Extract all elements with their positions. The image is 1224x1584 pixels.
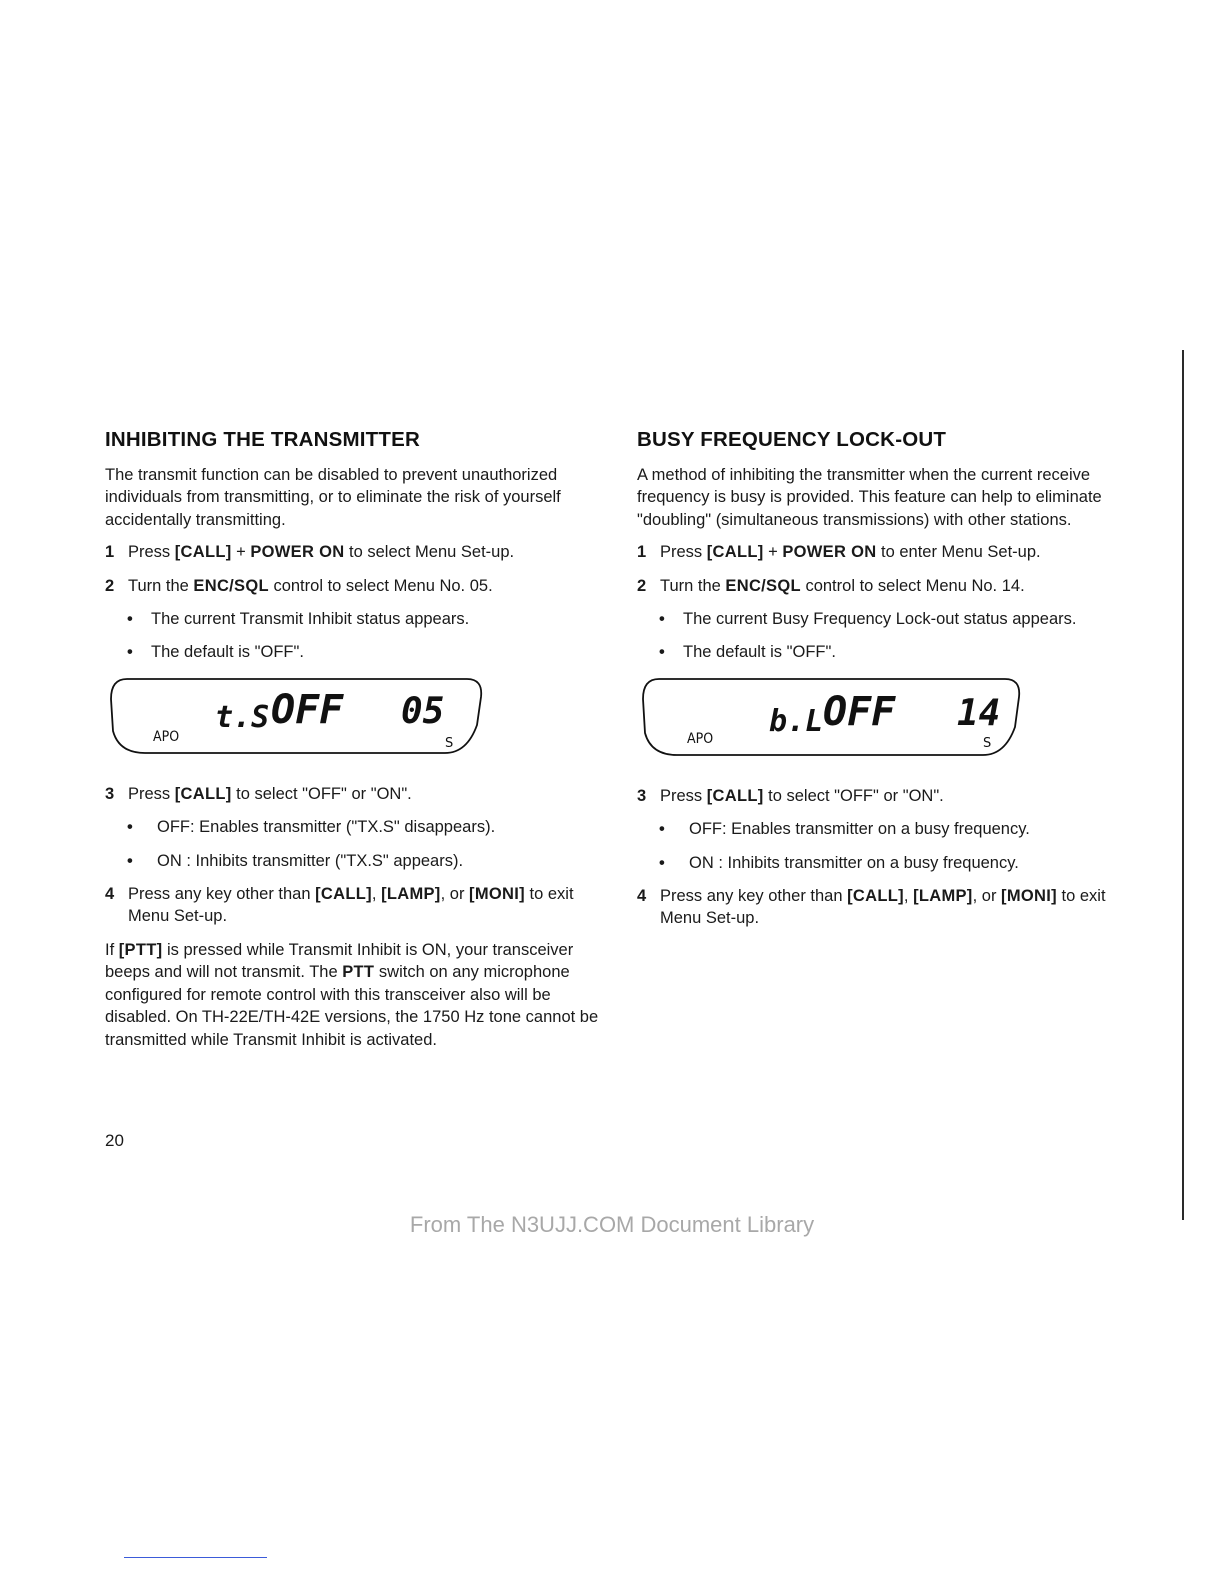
bullet-text: ON : Inhibits transmitter on a busy frequency.: [689, 853, 1019, 872]
lcd-prefix: b.L: [769, 703, 824, 739]
bullet-text: OFF: Enables transmitter on a busy frequency.: [689, 820, 1030, 839]
step-3: [637, 785, 1137, 807]
call-key: [CALL]: [706, 786, 764, 805]
moni-key: [MONI]: [469, 885, 525, 904]
step-text: Press [CALL] + POWER ON to enter Menu Set-up.: [660, 543, 1041, 562]
bullet-text: The current Transmit Inhibit status appears.: [151, 610, 470, 629]
bullet-icon: •: [127, 851, 133, 870]
lcd-menu-number: 14: [957, 692, 1001, 734]
intro-paragraph: The transmit function can be disabled to prevent unauthorized individuals from transmitting, or to eliminate the risk of yourself accidentally transmitting.: [105, 466, 561, 529]
bullet-icon: •: [659, 853, 665, 872]
power-on-key: POWER ON: [250, 543, 345, 562]
call-key: [CALL]: [174, 784, 232, 803]
step-number: 2: [637, 576, 647, 595]
call-key: [CALL]: [174, 543, 232, 562]
step-number: 3: [105, 784, 115, 803]
step-4: [105, 883, 600, 928]
lcd-menu-number: 05: [401, 690, 445, 732]
lcd-apo-indicator: APO: [687, 730, 714, 747]
step-text: Press [CALL] + POWER ON to select Menu Set-up.: [128, 543, 515, 562]
margin-rule: [1182, 350, 1184, 1220]
step-number: 4: [105, 885, 115, 904]
bullet-icon: •: [127, 643, 133, 662]
bullet-item: [637, 641, 1137, 663]
bullet-item: [105, 608, 600, 630]
section-heading: BUSY FREQUENCY LOCK-OUT: [637, 428, 947, 451]
step-text: Press [CALL] to select "OFF" or "ON".: [660, 786, 944, 805]
enc-sql-control: ENC/SQL: [725, 576, 801, 595]
page-number: 20: [105, 1131, 124, 1150]
bullet-icon: •: [659, 643, 665, 662]
bullet-text: The default is "OFF".: [683, 643, 836, 662]
bullet-text: The current Busy Frequency Lock-out status appears.: [683, 610, 1077, 629]
step-1: [637, 541, 1137, 563]
step-2: [637, 575, 1137, 597]
lamp-key: [LAMP]: [913, 887, 973, 906]
bullet-item: [637, 852, 1137, 874]
step-text: Turn the ENC/SQL control to select Menu No. 05.: [128, 576, 493, 595]
step-number: 1: [105, 543, 115, 562]
bullet-icon: •: [127, 818, 133, 837]
bullet-text: OFF: Enables transmitter ("TX.S" disappears).: [157, 818, 496, 837]
power-on-key: POWER ON: [782, 543, 877, 562]
call-key: [CALL]: [847, 887, 904, 906]
step-4: [637, 885, 1137, 930]
lcd-s-indicator: S: [983, 735, 992, 751]
bullet-item: [105, 816, 600, 838]
bullet-text: ON : Inhibits transmitter ("TX.S" appears).: [157, 851, 464, 870]
intro-paragraph: A method of inhibiting the transmitter when the current receive frequency is busy is provided. This feature can help to eliminate "doubling" (simultaneous transmissions) with other stations.: [637, 466, 1102, 529]
call-key: [CALL]: [315, 885, 372, 904]
section-heading: INHIBITING THE TRANSMITTER: [105, 428, 420, 451]
step-text: Press any key other than [CALL], [LAMP], or [MONI] to exit Menu Set-up.: [128, 885, 574, 926]
lcd-value: OFF: [271, 686, 344, 733]
step-1: [105, 541, 600, 563]
call-key: [CALL]: [706, 543, 764, 562]
step-2: [105, 575, 600, 597]
step-text: Press [CALL] to select "OFF" or "ON".: [128, 784, 412, 803]
footer-watermark: From The N3UJJ.COM Document Library: [409, 1212, 815, 1237]
lcd-apo-indicator: APO: [153, 728, 180, 745]
step-number: 2: [105, 576, 115, 595]
lcd-value: OFF: [823, 688, 896, 735]
ptt-switch: PTT: [342, 963, 375, 982]
lcd-display: [637, 675, 1137, 761]
lcd-display-graphic: [105, 675, 485, 759]
lamp-key: [LAMP]: [381, 885, 441, 904]
step-3: [105, 783, 600, 805]
bottom-blue-rule: [124, 1557, 267, 1558]
step-number: 4: [637, 887, 647, 906]
bullet-item: [105, 850, 600, 872]
ptt-note-paragraph: If [PTT] is pressed while Transmit Inhibit is ON, your transceiver beeps and will not transmit. The PTT switch on any microphone configured for remote control with this transceiver also will be disabled. On TH-22E/TH-42E versions, the 1750 Hz tone cannot be transmitted while Transmit Inhibit is activated.: [105, 940, 599, 1049]
section-inhibiting-transmitter: [105, 428, 600, 1051]
step-number: 3: [637, 786, 647, 805]
lcd-display: [105, 675, 600, 759]
lcd-prefix: t.S: [215, 699, 270, 735]
step-number: 1: [637, 543, 647, 562]
bullet-text: The default is "OFF".: [151, 643, 304, 662]
bullet-item: [105, 641, 600, 663]
section-busy-frequency-lockout: [637, 428, 1137, 941]
lcd-display-graphic: [637, 675, 1023, 761]
step-text: Turn the ENC/SQL control to select Menu No. 14.: [660, 576, 1025, 595]
ptt-key: [PTT]: [118, 940, 163, 959]
step-text: Press any key other than [CALL], [LAMP], or [MONI] to exit Menu Set-up.: [660, 887, 1106, 928]
enc-sql-control: ENC/SQL: [193, 576, 269, 595]
lcd-s-indicator: S: [445, 735, 454, 751]
moni-key: [MONI]: [1001, 887, 1057, 906]
bullet-item: [637, 818, 1137, 840]
bullet-icon: •: [659, 610, 665, 629]
bullet-icon: •: [659, 820, 665, 839]
bullet-item: [637, 608, 1137, 630]
bullet-icon: •: [127, 610, 133, 629]
